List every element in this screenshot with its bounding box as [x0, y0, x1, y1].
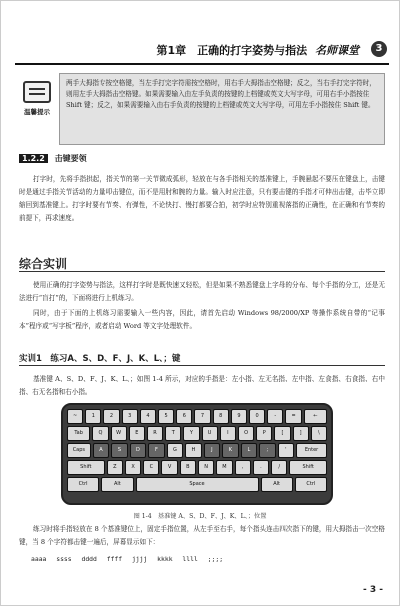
practice-heading: 综合实训 — [19, 257, 68, 271]
series-logo: 名师课堂 — [315, 44, 359, 57]
keyboard-row — [67, 409, 327, 424]
key-7: 7 — [194, 409, 210, 424]
key-enter: Enter — [296, 443, 327, 458]
section-number: 1.2.2 — [19, 154, 48, 163]
key-x: [ — [274, 426, 290, 441]
key-u: U — [202, 426, 218, 441]
section-1-2-2-text: 打字时，先将手指拱起，指关节的第一关节微成弧形，轻放在与各手指相关的基准键上，手腕悬起不要压在键盘上，击键时是通过手指关节活动的力量叩击键位，而不是用肘和腕的力量。输入时应注意，只有要击键的手指才可伸出击键，击毕立即缩回到基准键上。打字时要有节奏、有弹性，不论快打、慢打都要合拍，初学时应特别重视落指的正确性，在正确和有节奏的前提下，再求速度。 — [19, 175, 385, 222]
practice-output: aaaa ssss dddd ffff jjjj kkkk llll ;;;; — [31, 555, 224, 563]
chapter-title-text: 第1章 正确的打字姿势与指法 — [156, 44, 308, 57]
key-caps: Caps — [67, 443, 91, 458]
exercise-1-rule — [19, 365, 385, 366]
key-space: Space — [136, 477, 259, 492]
practice-paragraph-2: 同时，由于下面的上机练习需要输入一些内容，因此，请首先启动 Windows 98/2000/XP 等操作系统自带的“记事本”程序或“写字板”程序，或者启动 Word 等文字处理软件。 — [19, 309, 385, 330]
chapter-title — [157, 42, 360, 58]
key-t: T — [165, 426, 181, 441]
key-v: V — [161, 460, 177, 475]
section-1-2-2-heading — [19, 153, 87, 165]
key-ctrl: Ctrl — [67, 477, 99, 492]
key-s: S — [111, 443, 127, 458]
key-m: M — [216, 460, 232, 475]
key-alt: Alt — [261, 477, 293, 492]
key-x: ~ — [67, 409, 83, 424]
key-j: J — [204, 443, 220, 458]
key-e: E — [129, 426, 145, 441]
key-b: B — [180, 460, 196, 475]
key-4: 4 — [140, 409, 156, 424]
exercise-1-text-2: 练习时将手指轻放在 8 个基准键位上，固定手指位置，从左手至右手，每个指头连击四次指下的键，用大拇指击一次空格键，当 8 个字符都击键一遍后，屏幕显示如下： — [19, 525, 385, 546]
key-g: G — [167, 443, 183, 458]
key-w: W — [111, 426, 127, 441]
keyboard-figure — [61, 403, 333, 505]
exercise-1-text: 基准键 A、S、D、F、J、K、L、；如图 1-4 所示，对应的手指是：左小指、左无名指、左中指、左食指、右食指、右中指、右无名指和右小指。 — [19, 375, 385, 396]
key-shift: Shift — [67, 460, 105, 475]
key-n: N — [198, 460, 214, 475]
key-k: K — [222, 443, 238, 458]
key-tab: Tab — [67, 426, 90, 441]
page-badge: 3 — [371, 41, 387, 57]
key-0: 0 — [249, 409, 265, 424]
key-x: ' — [278, 443, 294, 458]
key-8: 8 — [213, 409, 229, 424]
key-a: A — [93, 443, 109, 458]
key-9: 9 — [231, 409, 247, 424]
key-3: 3 — [122, 409, 138, 424]
practice-paragraph-1: 使用正确的打字姿势与指法，这样打字时是既快速又轻松，但是如果不熟悉键盘上字母的分布、每个手指的分工，还是无法进行“盲打”的，下面将进行上机练习。 — [19, 281, 385, 302]
key-q: Q — [92, 426, 108, 441]
keyboard-row — [67, 477, 327, 492]
tip-label: 温馨提示 — [24, 108, 50, 116]
key-f: F — [148, 443, 164, 458]
key-d: D — [130, 443, 146, 458]
key-c: C — [143, 460, 159, 475]
figure-caption: 图 1-4 基准键 A、S、D、F、J、K、L、；位置 — [133, 513, 267, 520]
keyboard-row — [67, 426, 327, 441]
key-ctrl: Ctrl — [295, 477, 327, 492]
key-x: , — [235, 460, 251, 475]
tip-icon — [23, 81, 51, 103]
exercise-1-heading: 实训1 练习A、S、D、F、J、K、L、；键 — [19, 354, 181, 364]
key-2: 2 — [103, 409, 119, 424]
section-title: 击键要领 — [54, 154, 87, 163]
key-shift: Shift — [289, 460, 327, 475]
key-x: = — [285, 409, 301, 424]
key-l: L — [241, 443, 257, 458]
page-number: - 3 - — [363, 585, 383, 595]
key-x: \ — [311, 426, 327, 441]
key-alt: Alt — [101, 477, 133, 492]
key-r: R — [147, 426, 163, 441]
key-6: 6 — [176, 409, 192, 424]
key-1: 1 — [85, 409, 101, 424]
key-x: ← — [304, 409, 327, 424]
key-x: ] — [293, 426, 309, 441]
key-p: P — [256, 426, 272, 441]
key-h: H — [185, 443, 201, 458]
tip-text: 两手大拇指专按空格键，当左手打完字符需按空格时，用右手大拇指击空格键；反之，当右手打完字符时，则用左手大拇指击空格键。如果需要输入由左手负责的按键的上档键或英文大写字母，可用右手小指按住 Shift 键；反之，如果需要输入由右手负责的按键的上档键或英文大写字母，可用左手小指按住 Shift 键。 — [66, 79, 376, 109]
key-x: - — [267, 409, 283, 424]
key-i: I — [220, 426, 236, 441]
keyboard-row — [67, 460, 327, 475]
key-o: O — [238, 426, 254, 441]
key-x: X — [125, 460, 141, 475]
tip-box — [59, 73, 385, 145]
practice-rule — [19, 271, 385, 272]
key-y: Y — [183, 426, 199, 441]
page-header — [15, 39, 389, 61]
key-x: / — [271, 460, 287, 475]
header-rule — [15, 63, 389, 65]
key-semicolon: ; — [259, 443, 275, 458]
key-5: 5 — [158, 409, 174, 424]
keyboard-row — [67, 443, 327, 458]
key-z: Z — [107, 460, 123, 475]
key-x: . — [253, 460, 269, 475]
